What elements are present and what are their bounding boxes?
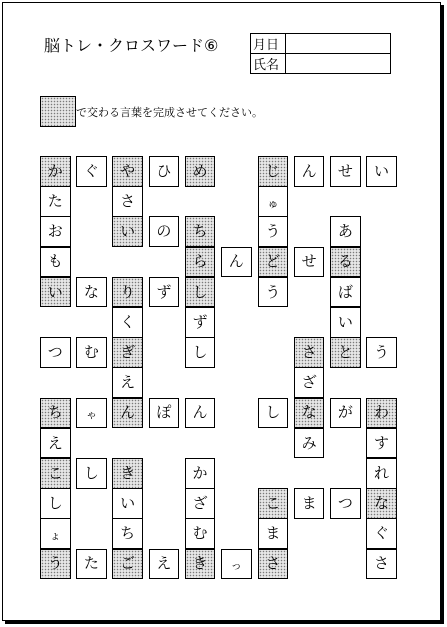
crossword-cell: ち [112,518,143,549]
crossword-cell: ず [185,307,216,338]
crossword-cell: ぽ [149,398,180,429]
shaded-crossword-cell: ん [112,398,143,429]
crossword-cell: お [40,216,71,247]
shaded-crossword-cell: や [112,156,143,187]
shaded-crossword-cell: ぎ [112,337,143,368]
crossword-cell: た [40,186,71,217]
shaded-crossword-cell: り [112,277,143,308]
crossword-cell: ま [258,518,289,549]
crossword-cell: ま [294,488,325,519]
shaded-crossword-cell: わ [366,398,397,429]
shaded-crossword-cell: い [112,216,143,247]
crossword-cell: し [40,488,71,519]
crossword-cell: れ [366,458,397,489]
crossword-cell: い [330,307,361,338]
crossword-cell: な [76,277,107,308]
name-date-table [250,33,391,74]
shaded-crossword-cell: き [185,549,216,580]
crossword-cell: く [112,307,143,338]
crossword-cell: ざ [294,367,325,398]
crossword-cell: し [76,458,107,489]
shaded-crossword-cell: さ [294,337,325,368]
crossword-cell: み [294,428,325,459]
name-field[interactable] [286,54,391,74]
shaded-crossword-cell: し [185,277,216,308]
shaded-crossword-cell: め [185,156,216,187]
crossword-cell: ひ [149,156,180,187]
crossword-cell: し [185,337,216,368]
shaded-crossword-cell: こ [40,458,71,489]
crossword-cell: む [185,518,216,549]
crossword-cell: つ [330,488,361,519]
crossword-cell: う [366,337,397,368]
crossword-cell: む [76,337,107,368]
shaded-crossword-cell: ど [258,247,289,278]
crossword-cell: い [366,156,397,187]
shaded-crossword-cell: う [40,549,71,580]
shaded-crossword-cell: き [112,458,143,489]
name-label: 氏名 [251,54,286,74]
shaded-crossword-cell: こ [258,488,289,519]
crossword-cell: た [76,549,107,580]
shaded-crossword-cell: と [330,337,361,368]
crossword-cell: も [40,247,71,278]
crossword-cell: あ [330,216,361,247]
crossword-cell: え [40,428,71,459]
crossword-cell: さ [366,549,397,580]
crossword-cell: さ [112,186,143,217]
crossword-cell: ぐ [366,518,397,549]
crossword-cell: え [149,549,180,580]
crossword-cell: っ [221,549,252,580]
shaded-crossword-cell: る [330,247,361,278]
shaded-crossword-cell: ご [112,549,143,580]
crossword-cell: ば [330,277,361,308]
crossword-cell: が [330,398,361,429]
crossword-cell: せ [330,156,361,187]
crossword-cell: ゅ [258,186,289,217]
crossword-cell: い [112,488,143,519]
month-day-field[interactable] [286,34,391,54]
shaded-crossword-cell: さ [258,549,289,580]
crossword-cell: う [258,216,289,247]
shaded-crossword-cell: か [40,156,71,187]
crossword-cell: え [112,367,143,398]
crossword-cell: う [258,277,289,308]
crossword-cell: ぐ [76,156,107,187]
month-day-label: 月日 [251,34,286,54]
crossword-cell: ん [185,398,216,429]
crossword-cell: の [149,216,180,247]
shaded-crossword-cell: な [294,398,325,429]
shaded-crossword-cell: な [366,488,397,519]
shaded-crossword-cell: ち [185,216,216,247]
shaded-cell-legend [40,96,76,127]
crossword-cell: せ [294,247,325,278]
crossword-cell: ゃ [76,398,107,429]
crossword-cell: ん [294,156,325,187]
worksheet-title: 脳トレ・クロスワード⑥ [44,36,219,55]
crossword-cell: す [366,428,397,459]
shaded-crossword-cell: じ [258,156,289,187]
shaded-crossword-cell: ち [40,398,71,429]
crossword-cell: し [258,398,289,429]
crossword-cell: ん [221,247,252,278]
crossword-cell: つ [40,337,71,368]
crossword-cell: ず [149,277,180,308]
shaded-crossword-cell: ら [185,247,216,278]
crossword-cell: ょ [40,518,71,549]
crossword-cell: か [185,458,216,489]
instruction-text: で交わる言葉を完成させてください。 [76,106,263,119]
shaded-crossword-cell: い [40,277,71,308]
crossword-cell: ざ [185,488,216,519]
